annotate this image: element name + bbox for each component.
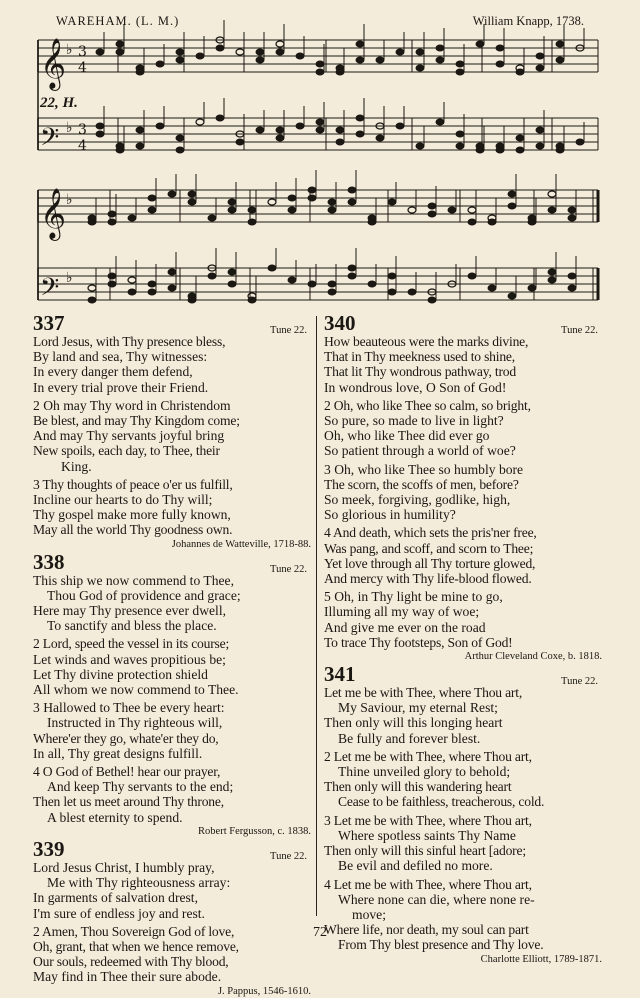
note-head bbox=[128, 215, 136, 221]
note-head bbox=[548, 277, 556, 283]
lyric-line: This ship we now commend to Thee, bbox=[33, 572, 234, 588]
stanza bbox=[33, 334, 311, 395]
note-head bbox=[248, 207, 256, 213]
note-head bbox=[568, 273, 576, 279]
note-head bbox=[288, 195, 296, 201]
note-head bbox=[448, 207, 456, 213]
flat-icon: ♭ bbox=[66, 42, 73, 58]
lyric-line: Then let us meet around Thy throne, bbox=[33, 794, 224, 810]
note-head bbox=[568, 207, 576, 213]
note-head bbox=[416, 65, 424, 71]
lyric-line: 3 Hallowed to Thee be every heart: bbox=[33, 700, 225, 716]
lyric-line: Oh, grant, that when we hence remove, bbox=[33, 938, 239, 954]
lyric-line: Incline our hearts to do Thy will; bbox=[33, 492, 213, 508]
note-head bbox=[116, 147, 124, 153]
lyric-line: Here may Thy presence ever dwell, bbox=[33, 603, 226, 619]
note-head bbox=[336, 69, 344, 75]
note-head bbox=[356, 115, 364, 121]
lyric-line: 2 Oh, who like Thee so calm, so bright, bbox=[324, 397, 531, 413]
lyric-line: Where'er they go, whate'er they do, bbox=[33, 730, 219, 746]
stanza bbox=[324, 813, 602, 874]
note-head bbox=[508, 293, 516, 299]
note-head bbox=[388, 289, 396, 295]
note-head bbox=[316, 69, 324, 75]
note-head bbox=[368, 281, 376, 287]
lyric-line: Let winds and waves propitious be; bbox=[33, 651, 226, 667]
stanza bbox=[33, 573, 311, 634]
note-head bbox=[276, 127, 284, 133]
note-head bbox=[436, 119, 444, 125]
note-head bbox=[556, 41, 564, 47]
composer-credit: William Knapp, 1738. bbox=[472, 14, 584, 28]
lyric-line: 2 Oh may Thy word in Christendom bbox=[33, 397, 231, 413]
lyric-line: The scorn, the scoffs of men, before? bbox=[324, 476, 519, 492]
page-number: 72 bbox=[313, 925, 327, 940]
note-head bbox=[296, 123, 304, 129]
lyric-line: Me with Thy righteousness array: bbox=[47, 875, 231, 891]
note-head bbox=[568, 215, 576, 221]
note-head bbox=[156, 61, 164, 67]
note-head bbox=[176, 57, 184, 63]
hymn-number: 341 bbox=[324, 662, 356, 687]
note-head bbox=[396, 123, 404, 129]
lyric-line: 2 Let me be with Thee, where Thou art, bbox=[324, 748, 532, 764]
note-head bbox=[156, 123, 164, 129]
note-head bbox=[236, 139, 244, 145]
note-head bbox=[176, 135, 184, 141]
lyric-line: In every trial prove their Friend. bbox=[33, 379, 209, 395]
hymn-337 bbox=[33, 312, 311, 551]
author-credit: Johannes de Watteville, 1718-88. bbox=[171, 538, 311, 550]
note-head bbox=[528, 285, 536, 291]
lyric-line: Instructed in Thy righteous will, bbox=[47, 715, 223, 731]
note-head bbox=[248, 297, 256, 303]
lyric-line: Lord Jesus Christ, I humbly pray, bbox=[33, 859, 215, 875]
note-head bbox=[436, 57, 444, 63]
note-head bbox=[528, 219, 536, 225]
lyric-line: 3 Let me be with Thee, where Thou art, bbox=[324, 812, 532, 828]
note-head bbox=[148, 281, 156, 287]
note-head bbox=[508, 203, 516, 209]
note-head bbox=[496, 45, 504, 51]
lyric-line: And give me ever on the road bbox=[324, 619, 486, 635]
note-head bbox=[256, 127, 264, 133]
note-head bbox=[456, 143, 464, 149]
note-head bbox=[328, 207, 336, 213]
author-credit: Arthur Cleveland Coxe, b. 1818. bbox=[464, 651, 602, 663]
lyric-line: 3 Thy thoughts of peace o'er us fulfill, bbox=[33, 476, 233, 492]
note-head bbox=[248, 219, 256, 225]
note-head bbox=[188, 297, 196, 303]
stanza bbox=[324, 589, 602, 650]
lyric-line: Let Thy divine protection shield bbox=[33, 666, 208, 682]
note-head bbox=[88, 297, 96, 303]
lyric-line: My Saviour, my eternal Rest; bbox=[338, 700, 498, 716]
note-head bbox=[316, 119, 324, 125]
lyric-line: In all, Thy great designs fulfill. bbox=[33, 745, 203, 761]
lyric-line: Cease to be faithless, treacherous, cold. bbox=[338, 794, 545, 810]
lyric-line: Thine unveiled glory to behold; bbox=[338, 764, 511, 780]
note-head bbox=[108, 219, 116, 225]
note-head bbox=[216, 45, 224, 51]
stanza bbox=[33, 477, 311, 538]
note-head bbox=[128, 289, 136, 295]
lyric-line: So glorious in humility? bbox=[324, 507, 456, 523]
note-head bbox=[536, 127, 544, 133]
note-head bbox=[536, 143, 544, 149]
tune-reference: Tune 22. bbox=[561, 676, 598, 688]
lyric-line: Illuming all my way of woe; bbox=[324, 604, 480, 620]
note-head bbox=[348, 273, 356, 279]
note-head bbox=[316, 61, 324, 67]
lyric-line: Thy gospel make more fully known, bbox=[33, 507, 231, 523]
note-head bbox=[348, 199, 356, 205]
lyric-line: In garments of salvation drest, bbox=[33, 890, 198, 906]
note-head bbox=[356, 57, 364, 63]
lyric-line: Where life, nor death, my soul can part bbox=[324, 922, 529, 938]
note-head bbox=[108, 211, 116, 217]
note-head bbox=[88, 219, 96, 225]
note-head bbox=[456, 69, 464, 75]
lyric-line: 2 Lord, speed the vessel in its course; bbox=[33, 636, 230, 652]
note-head bbox=[228, 281, 236, 287]
flat-icon: ♭ bbox=[66, 270, 73, 286]
note-head bbox=[548, 269, 556, 275]
note-head bbox=[228, 199, 236, 205]
lyric-line: In wondrous love, O Son of God! bbox=[324, 379, 507, 395]
note-head bbox=[408, 207, 416, 213]
note-head bbox=[228, 207, 236, 213]
time-signature: 4 bbox=[78, 138, 87, 154]
note-head bbox=[416, 143, 424, 149]
hymn-341 bbox=[324, 663, 602, 965]
note-head bbox=[188, 191, 196, 197]
lyric-line: 2 Amen, Thou Sovereign God of love, bbox=[33, 923, 235, 939]
note-head bbox=[468, 207, 476, 213]
note-head bbox=[376, 135, 384, 141]
flat-icon: ♭ bbox=[66, 192, 73, 208]
lyric-line: Oh, who like Thee did ever go bbox=[324, 428, 490, 444]
note-head bbox=[336, 127, 344, 133]
lyric-line: Be blest, and may Thy Kingdom come; bbox=[33, 413, 240, 429]
time-signature: 4 bbox=[78, 60, 87, 76]
note-head bbox=[308, 281, 316, 287]
lyric-line: 4 O God of Bethel! hear our prayer, bbox=[33, 764, 221, 780]
hymn-number: 340 bbox=[324, 311, 356, 335]
note-head bbox=[108, 281, 116, 287]
time-signature: 3 bbox=[78, 44, 87, 60]
stanza bbox=[33, 398, 311, 474]
note-head bbox=[236, 49, 244, 55]
lyric-line: 3 Oh, who like Thee so humbly bore bbox=[324, 461, 524, 477]
bass-clef-icon: 𝄢 bbox=[40, 273, 60, 308]
note-head bbox=[388, 199, 396, 205]
lyric-line: Let me be with Thee, where Thou art, bbox=[324, 685, 523, 701]
note-head bbox=[316, 127, 324, 133]
lyric-line: All whom we now commend to Thee. bbox=[33, 682, 239, 698]
lyric-line: New spoils, each day, to Thee, their bbox=[33, 443, 220, 459]
note-head bbox=[356, 131, 364, 137]
stanza bbox=[33, 764, 311, 825]
note-head bbox=[536, 53, 544, 59]
note-head bbox=[196, 119, 204, 125]
note-head bbox=[288, 207, 296, 213]
hymns-left-column bbox=[33, 312, 311, 998]
lyric-line: To sanctify and bless the place. bbox=[47, 618, 217, 634]
lyric-line: In every danger them defend, bbox=[33, 364, 193, 380]
lyric-line: That in Thy meekness used to shine, bbox=[324, 349, 515, 365]
flat-icon: ♭ bbox=[66, 120, 73, 136]
note-head bbox=[136, 127, 144, 133]
lyric-line: And mercy with Thy life-blood flowed. bbox=[324, 571, 532, 587]
note-head bbox=[88, 285, 96, 291]
note-head bbox=[428, 297, 436, 303]
lyric-line: Lord Jesus, with Thy presence bless, bbox=[33, 334, 226, 349]
note-head bbox=[376, 57, 384, 63]
note-head bbox=[516, 135, 524, 141]
stanza bbox=[324, 749, 602, 810]
note-head bbox=[548, 207, 556, 213]
note-head bbox=[308, 187, 316, 193]
note-head bbox=[456, 61, 464, 67]
tune-reference: Tune 22. bbox=[561, 325, 598, 336]
lyric-line: Then only will this longing heart bbox=[324, 715, 503, 731]
hymn-number: 338 bbox=[33, 549, 65, 574]
note-head bbox=[276, 135, 284, 141]
lyric-line: Then only will this wandering heart bbox=[324, 779, 512, 795]
note-head bbox=[556, 147, 564, 153]
time-signature: 3 bbox=[78, 122, 87, 138]
note-head bbox=[476, 41, 484, 47]
lyric-line: 4 Let me be with Thee, where Thou art, bbox=[324, 876, 532, 892]
note-head bbox=[348, 265, 356, 271]
note-head bbox=[216, 115, 224, 121]
lyric-line: And may Thy servants joyful bring bbox=[33, 428, 225, 444]
stanza bbox=[33, 700, 311, 761]
note-head bbox=[148, 207, 156, 213]
note-head bbox=[296, 53, 304, 59]
hymn-338 bbox=[33, 551, 311, 838]
lyric-line: 5 Oh, in Thy light be mine to go, bbox=[324, 589, 503, 605]
note-head bbox=[416, 49, 424, 55]
note-head bbox=[468, 219, 476, 225]
lyric-line: How beauteous were the marks divine, bbox=[324, 334, 529, 349]
lyric-line: Was pang, and scoff, and scorn to Thee; bbox=[324, 540, 534, 556]
stanza bbox=[324, 398, 602, 459]
hymn-340 bbox=[324, 312, 602, 663]
column-divider bbox=[316, 316, 317, 916]
stanza bbox=[324, 685, 602, 746]
lyric-line: I'm sure of endless joy and rest. bbox=[33, 905, 205, 921]
lyric-line: Be fully and forever blest. bbox=[338, 730, 481, 746]
note-head bbox=[208, 273, 216, 279]
note-head bbox=[96, 131, 104, 137]
lyric-line: move; bbox=[352, 906, 386, 922]
note-head bbox=[516, 69, 524, 75]
note-head bbox=[488, 285, 496, 291]
lyric-line: Where spotless saints Thy Name bbox=[338, 827, 516, 843]
tune-number: 22, H. bbox=[40, 95, 78, 111]
note-head bbox=[556, 57, 564, 63]
hymn-number: 337 bbox=[33, 311, 65, 335]
note-head bbox=[168, 285, 176, 291]
tune-reference: Tune 22. bbox=[270, 850, 307, 862]
stanza bbox=[324, 525, 602, 586]
note-head bbox=[516, 147, 524, 153]
bass-clef-icon: 𝄢 bbox=[40, 123, 60, 158]
note-head bbox=[136, 69, 144, 75]
note-head bbox=[136, 143, 144, 149]
lyric-line: 4 And death, which sets the pris'ner free, bbox=[324, 525, 537, 541]
note-head bbox=[576, 139, 584, 145]
note-head bbox=[428, 211, 436, 217]
lyric-line: May all the world Thy goodness own. bbox=[33, 522, 233, 538]
lyric-line: Be evil and defiled no more. bbox=[338, 858, 493, 874]
author-credit: Robert Fergusson, c. 1838. bbox=[198, 825, 311, 837]
note-head bbox=[96, 123, 104, 129]
note-head bbox=[496, 147, 504, 153]
note-head bbox=[148, 289, 156, 295]
note-head bbox=[188, 199, 196, 205]
note-head bbox=[456, 131, 464, 137]
tune-reference: Tune 22. bbox=[270, 563, 307, 575]
tune-name-header: WAREHAM. (L. M.) bbox=[56, 14, 180, 28]
note-head bbox=[308, 195, 316, 201]
note-head bbox=[256, 49, 264, 55]
note-head bbox=[128, 277, 136, 283]
note-head bbox=[328, 281, 336, 287]
note-head bbox=[468, 273, 476, 279]
lyric-line: That lit Thy wondrous pathway, trod bbox=[324, 364, 516, 380]
lyric-line: From Thy blest presence and Thy love. bbox=[338, 937, 544, 953]
note-head bbox=[196, 53, 204, 59]
lyric-line: To trace Thy footsteps, Son of God! bbox=[324, 634, 513, 650]
note-head bbox=[268, 265, 276, 271]
author-credit: J. Pappus, 1546-1610. bbox=[217, 985, 311, 997]
author-credit: Charlotte Elliott, 1789-1871. bbox=[480, 953, 602, 965]
note-head bbox=[568, 285, 576, 291]
treble-clef-icon: 𝄞 bbox=[40, 38, 67, 89]
note-head bbox=[368, 219, 376, 225]
hymn-number: 339 bbox=[33, 836, 65, 861]
note-head bbox=[476, 147, 484, 153]
note-head bbox=[348, 187, 356, 193]
note-head bbox=[276, 49, 284, 55]
note-head bbox=[96, 49, 104, 55]
note-head bbox=[288, 277, 296, 283]
note-head bbox=[396, 49, 404, 55]
note-head bbox=[408, 289, 416, 295]
lyric-line: So pure, so made to live in light? bbox=[324, 413, 504, 429]
lyric-line: Yet love through all Thy torture glowed, bbox=[324, 555, 536, 571]
note-head bbox=[268, 199, 276, 205]
lyric-line: So patient through a world of woe? bbox=[324, 443, 516, 459]
stanza bbox=[324, 877, 602, 953]
note-head bbox=[488, 219, 496, 225]
lyric-line: Then only will this sinful heart [adore; bbox=[324, 843, 526, 859]
note-head bbox=[328, 199, 336, 205]
lyric-line: So meek, forgiving, godlike, high, bbox=[324, 492, 511, 508]
lyric-line: Thou God of providence and grace; bbox=[47, 587, 241, 603]
note-head bbox=[388, 273, 396, 279]
stanza bbox=[324, 462, 602, 523]
note-head bbox=[168, 191, 176, 197]
note-head bbox=[208, 215, 216, 221]
note-head bbox=[328, 289, 336, 295]
note-head bbox=[508, 191, 516, 197]
note-head bbox=[428, 203, 436, 209]
lyric-line: Where none can die, where none re- bbox=[338, 891, 535, 907]
note-head bbox=[496, 61, 504, 67]
hymns-right-column bbox=[324, 312, 602, 966]
lyric-line: May find in Thee their sure abode. bbox=[33, 969, 222, 985]
treble-clef-icon: 𝄞 bbox=[40, 188, 67, 239]
note-head bbox=[256, 57, 264, 63]
note-head bbox=[108, 273, 116, 279]
lyric-line: King. bbox=[61, 458, 92, 474]
note-head bbox=[176, 147, 184, 153]
note-head bbox=[548, 191, 556, 197]
music-score bbox=[0, 0, 640, 310]
note-head bbox=[336, 139, 344, 145]
note-head bbox=[436, 45, 444, 51]
note-head bbox=[276, 41, 284, 47]
stanza bbox=[33, 636, 311, 697]
note-head bbox=[356, 41, 364, 47]
note-head bbox=[536, 65, 544, 71]
lyric-line: And keep Thy servants to the end; bbox=[47, 779, 234, 795]
lyric-line: Our souls, redeemed with Thy blood, bbox=[33, 954, 229, 970]
note-head bbox=[228, 269, 236, 275]
lyric-line: By land and sea, Thy witnesses: bbox=[33, 349, 208, 365]
note-head bbox=[168, 269, 176, 275]
lyric-line: A blest eternity to spend. bbox=[47, 809, 183, 825]
note-head bbox=[176, 49, 184, 55]
note-head bbox=[116, 49, 124, 55]
stanza bbox=[324, 334, 602, 395]
tune-reference: Tune 22. bbox=[270, 325, 307, 336]
stanza bbox=[33, 860, 311, 921]
note-head bbox=[148, 195, 156, 201]
note-head bbox=[116, 41, 124, 47]
